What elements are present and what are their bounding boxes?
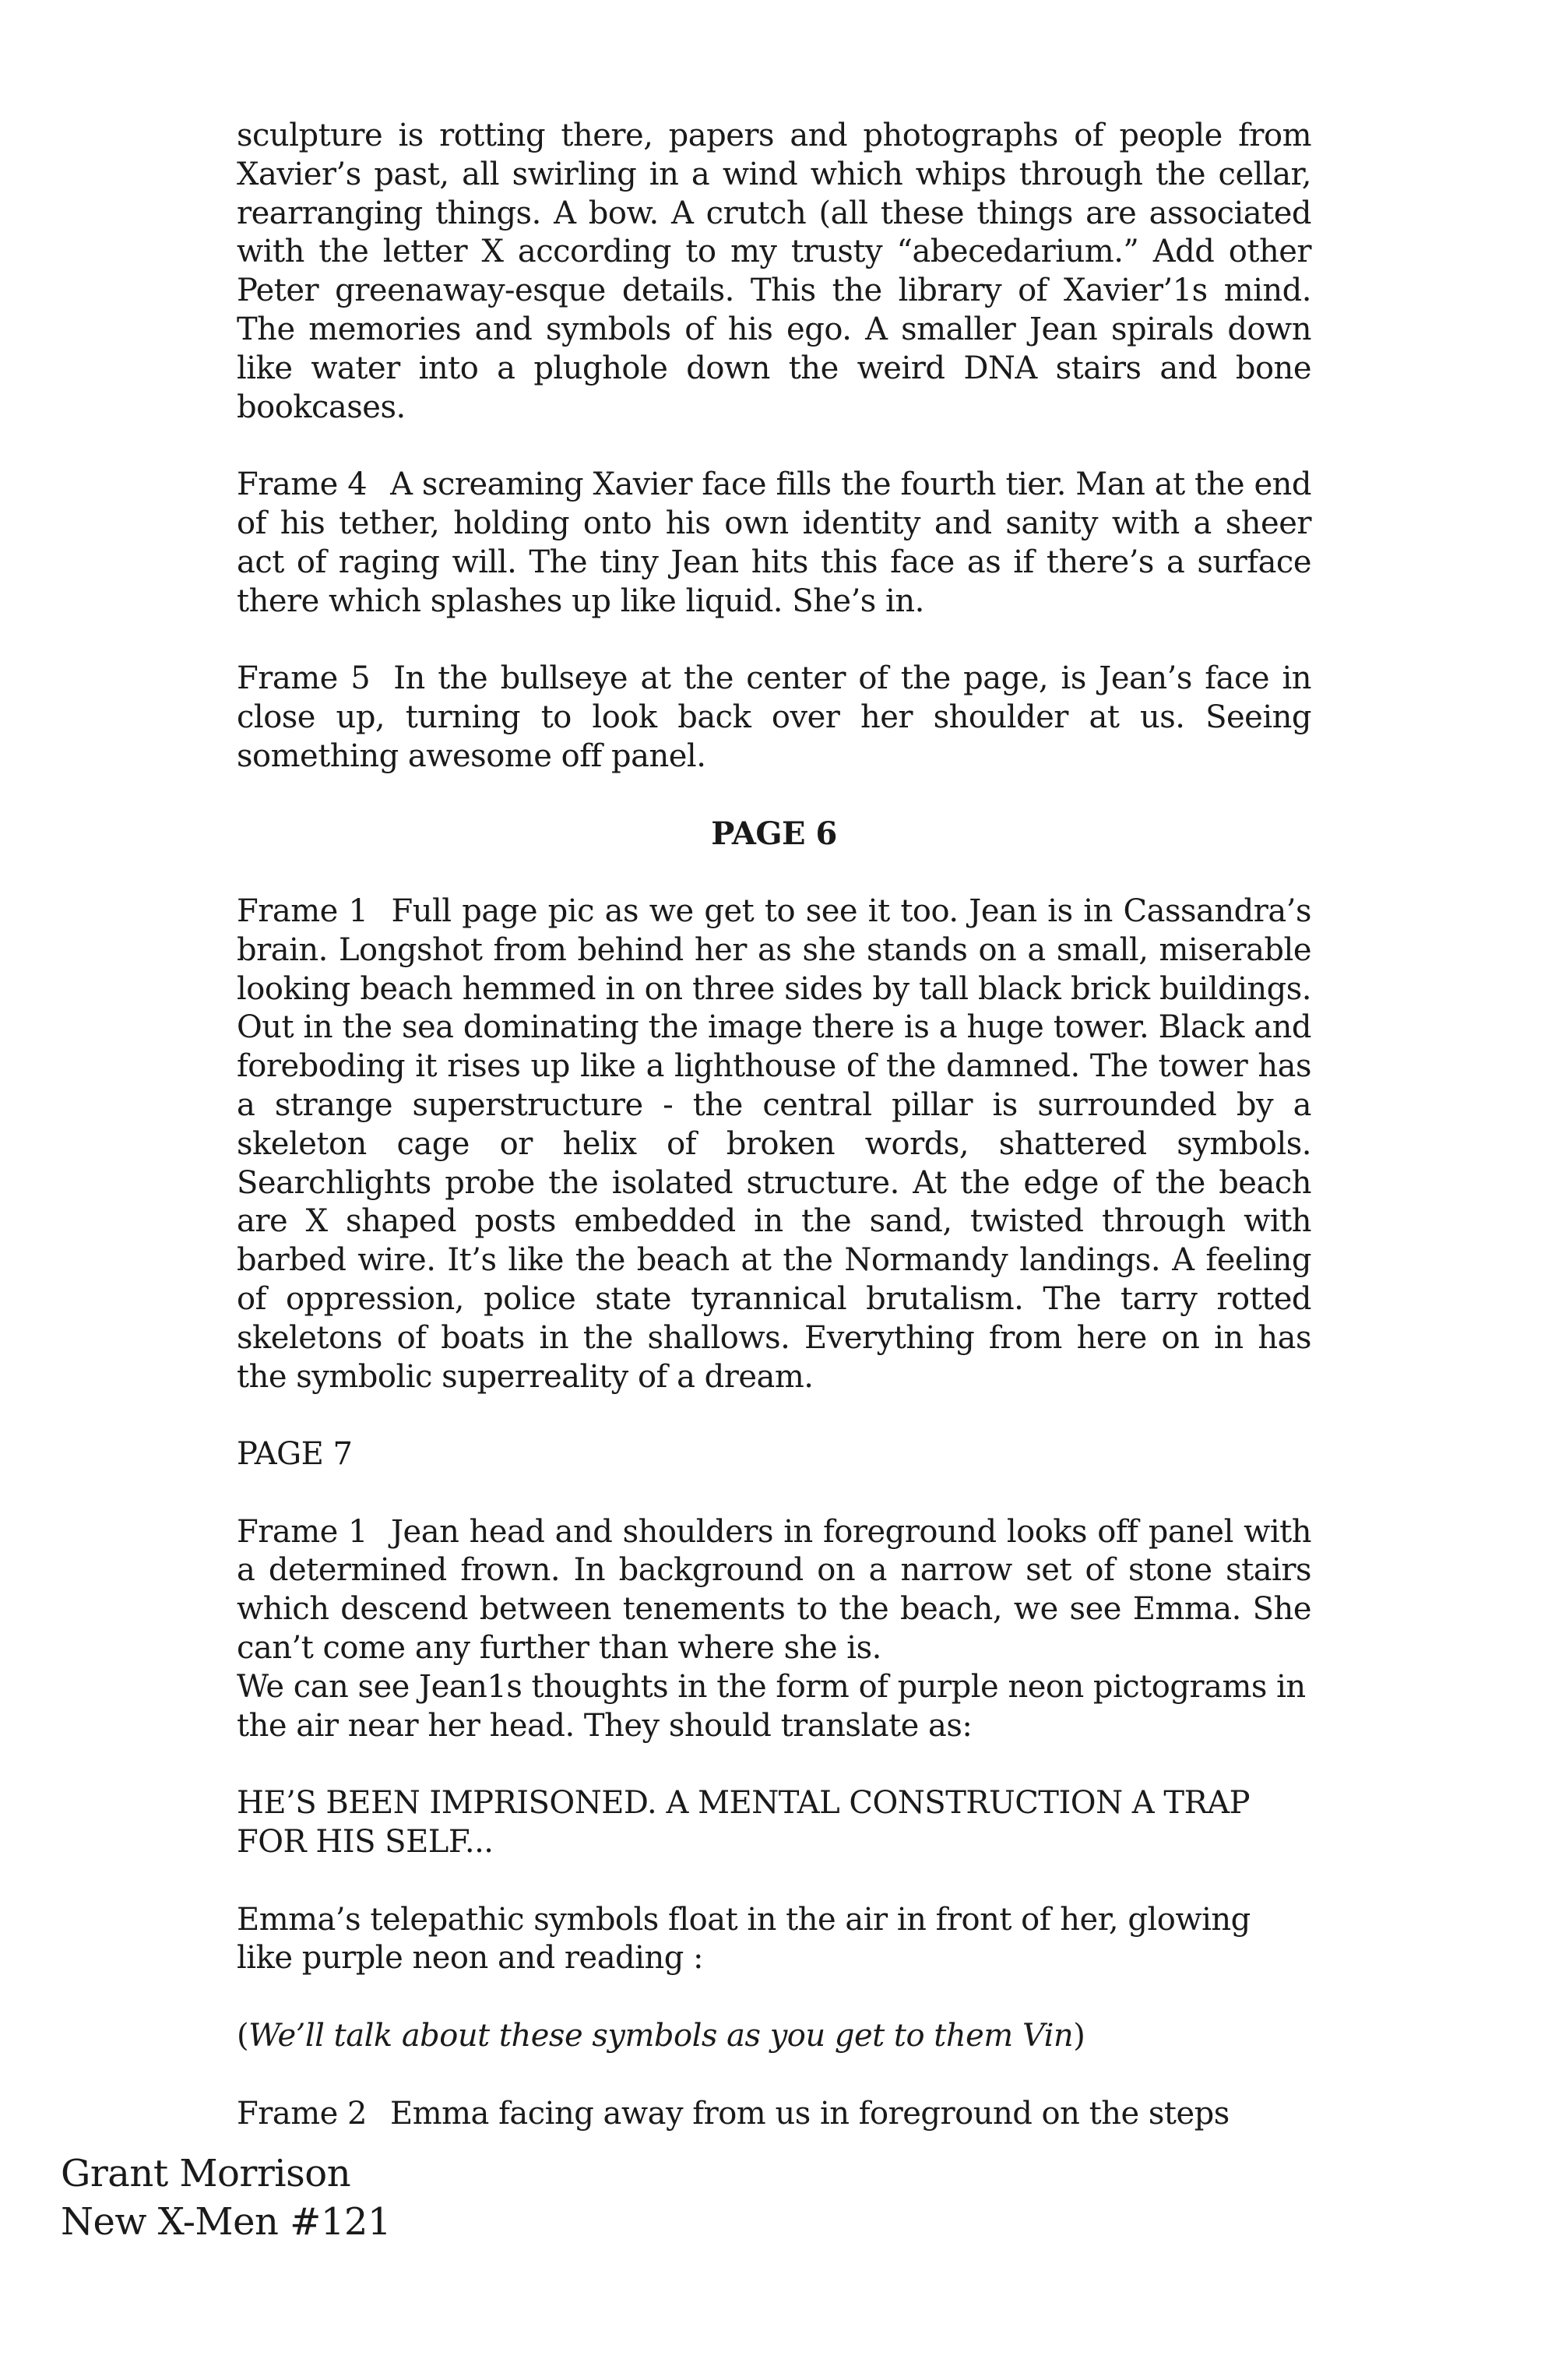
frame-description: A screaming Xavier face fills the fourth tier. Man at the end of his tether, holding onto his own identity and sanity with a sheer act of raging will. The tiny Jean hits this face as if there’s a surface there which splashes up like liquid. She’s in. xyxy=(237,466,1311,619)
page-7-heading: PAGE 7 xyxy=(237,1436,353,1473)
note-text: We’ll talk about these symbols as you get to them Vin xyxy=(248,2018,1074,2054)
frame-description: Full page pic as we get to see it too. Jean is in Cassandra’s brain. Longshot from behind her as she stands on a small, miserable looking beach hemmed in on three sides by tall black brick buildings. Out in the sea dominating the image there is a huge tower. Black and foreboding it rises up like a lighthouse of the damned. The tower has a strange superstructure - the central pillar is surrounded by a skeleton cage or helix of broken words, shattered symbols. Searchlights probe the isolated structure. At the edge of the beach are X shaped posts embedded in the sand, twisted through with barbed wire. It’s like the beach at the Normandy landings. A feeling of oppression, police state tyrannical brutalism. The tarry rotted skeletons of boats in the shallows. Everything from here on in has the symbolic superreality of a dream. xyxy=(237,892,1311,1395)
artist-note xyxy=(237,2017,1311,2056)
frame-description: Emma facing away from us in foreground on the steps xyxy=(390,2095,1230,2132)
footer-author: Grant Morrison xyxy=(61,2152,351,2195)
paragraph-library-of-mind xyxy=(237,117,1311,427)
page-7-frame-1-paragraph xyxy=(237,1513,1311,1668)
frame-label: Frame 5 xyxy=(237,660,371,697)
frame-label: Frame 2 xyxy=(237,2095,367,2132)
frame-description: Jean head and shoulders in foreground looks off panel with a determined frown. In background on a narrow set of stone stairs which descend between tenements to the beach, we see Emma. She can’t come any further than where she is. xyxy=(237,1513,1311,1667)
frame-description: In the bullseye at the center of the page, is Jean’s face in close up, turning to look back over her shoulder at us. Seeing something awesome off panel. xyxy=(237,660,1312,774)
note-close-paren: ) xyxy=(1073,2018,1085,2054)
page-6-frame-1-paragraph xyxy=(237,892,1311,1396)
page-7-frame-2-paragraph xyxy=(237,2095,1311,2134)
note-open-paren: ( xyxy=(237,2018,249,2054)
page-footer xyxy=(61,2149,391,2246)
frame-5-paragraph xyxy=(237,660,1311,776)
frame-label: Frame 1 xyxy=(237,1513,368,1550)
page-6-heading: PAGE 6 xyxy=(711,815,837,853)
frame-label: Frame 4 xyxy=(237,466,368,503)
paragraph-text: sculpture is rotting there, papers and photographs of people from Xavier’s past, all swirling in a wind which whips through the cellar, rearranging things. A bow. A crutch (all these things are associated with the letter X according to my trusty “abecedarium.” Add other Peter greenaway-esque details. This the library of Xavier’1s mind. The memories and symbols of his ego. A smaller Jean spirals down like water into a plughole down the weird DNA stairs and bone bookcases. xyxy=(237,118,1311,425)
frame-4-paragraph xyxy=(237,466,1311,621)
emma-symbols-paragraph: Emma’s telepathic symbols float in the air in front of her, glowing like purple neon and reading : xyxy=(237,1901,1251,1977)
jean-thoughts-intro: We can see Jean1s thoughts in the form of purple neon pictograms in the air near her head. They should translate as: xyxy=(237,1668,1306,1744)
frame-label: Frame 1 xyxy=(237,892,368,929)
jean-thoughts-caption: HE’S BEEN IMPRISONED. A MENTAL CONSTRUCTION A TRAP FOR HIS SELF... xyxy=(237,1785,1250,1861)
footer-title: New X-Men #121 xyxy=(61,2200,391,2244)
script-body xyxy=(237,117,1311,2172)
